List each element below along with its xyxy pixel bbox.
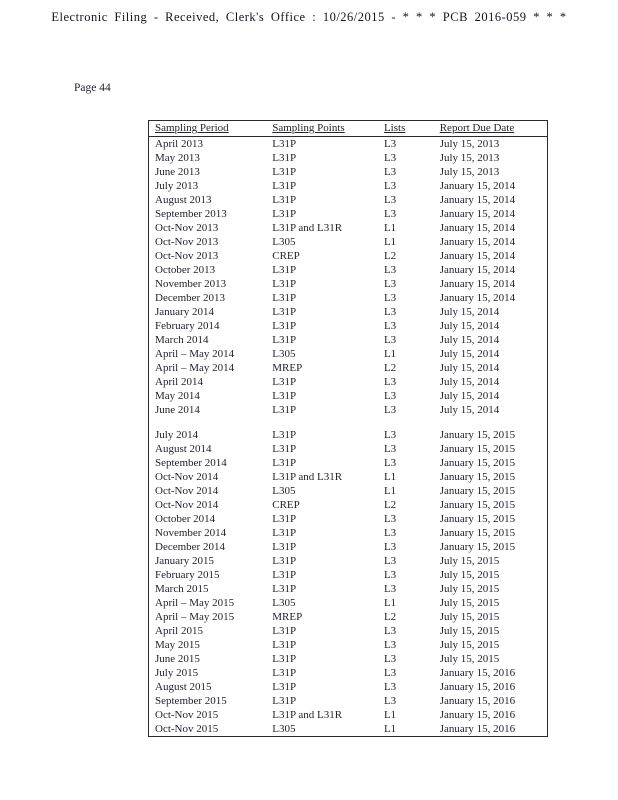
table-cell: L1 bbox=[383, 597, 397, 609]
column-header: Sampling Period bbox=[149, 121, 267, 137]
table-cell: January 15, 2014 bbox=[439, 194, 516, 206]
table-cell: L31P bbox=[272, 264, 297, 276]
table-cell: July 15, 2014 bbox=[439, 376, 500, 388]
table-cell: MREP bbox=[272, 611, 303, 623]
table-row bbox=[149, 151, 548, 165]
table-cell: L31P bbox=[272, 695, 297, 707]
table-cell: July 15, 2015 bbox=[439, 597, 500, 609]
table-row bbox=[149, 263, 548, 277]
table-cell: L31P bbox=[272, 527, 297, 539]
table-row bbox=[149, 722, 548, 737]
table-row bbox=[149, 277, 548, 291]
table-cell: May 2013 bbox=[155, 152, 200, 164]
table-cell: January 2015 bbox=[155, 555, 214, 567]
table-row bbox=[149, 137, 548, 152]
table-cell: L31P bbox=[272, 513, 297, 525]
table-cell: L3 bbox=[383, 443, 397, 455]
table-cell: Oct-Nov 2014 bbox=[155, 471, 219, 483]
table-cell: July 15, 2014 bbox=[439, 362, 500, 374]
table-row bbox=[149, 319, 548, 333]
table-cell: May 2015 bbox=[155, 639, 200, 651]
table-row bbox=[149, 498, 548, 512]
table-cell: L3 bbox=[383, 292, 397, 304]
table-row bbox=[149, 666, 548, 680]
table-cell: December 2014 bbox=[155, 541, 225, 553]
table-cell: L31P bbox=[272, 639, 297, 651]
table-row bbox=[149, 193, 548, 207]
table-cell: July 15, 2015 bbox=[439, 583, 500, 595]
table-cell: L3 bbox=[383, 166, 397, 178]
table-row bbox=[149, 347, 548, 361]
table-cell: L3 bbox=[383, 334, 397, 346]
table-row bbox=[149, 582, 548, 596]
table-cell: L1 bbox=[383, 236, 397, 248]
table-cell: L31P bbox=[272, 334, 297, 346]
table-cell: July 2015 bbox=[155, 667, 199, 679]
table-cell: L3 bbox=[383, 653, 397, 665]
column-header: Sampling Points bbox=[266, 121, 378, 137]
table-cell: L3 bbox=[383, 376, 397, 388]
table-cell: L31P bbox=[272, 376, 297, 388]
table-row bbox=[149, 165, 548, 179]
table-cell: Oct-Nov 2013 bbox=[155, 250, 219, 262]
table-cell: L31P bbox=[272, 404, 297, 416]
table-cell: July 2013 bbox=[155, 180, 199, 192]
table-cell: July 2014 bbox=[155, 429, 199, 441]
table-cell: January 2014 bbox=[155, 306, 214, 318]
table-cell: September 2015 bbox=[155, 695, 227, 707]
table-cell: L31P bbox=[272, 569, 297, 581]
table-row bbox=[149, 389, 548, 403]
table-cell: L3 bbox=[383, 390, 397, 402]
table-cell: L3 bbox=[383, 208, 397, 220]
table-cell: L2 bbox=[383, 499, 397, 511]
table-cell: January 15, 2014 bbox=[439, 250, 516, 262]
table-cell: L2 bbox=[383, 362, 397, 374]
table-cell: January 15, 2015 bbox=[439, 471, 516, 483]
table-cell: L3 bbox=[383, 555, 397, 567]
table-cell: L31P bbox=[272, 180, 297, 192]
table-row bbox=[149, 624, 548, 638]
table-cell: July 15, 2013 bbox=[439, 152, 500, 164]
table-cell: January 15, 2015 bbox=[439, 457, 516, 469]
table-cell: September 2014 bbox=[155, 457, 227, 469]
table-cell: L31P bbox=[272, 390, 297, 402]
table-cell: July 15, 2013 bbox=[439, 138, 500, 150]
table-cell: L31P bbox=[272, 653, 297, 665]
table-cell: L31P and L31R bbox=[272, 709, 343, 721]
table-cell: L3 bbox=[383, 278, 397, 290]
table-row bbox=[149, 554, 548, 568]
table-row bbox=[149, 470, 548, 484]
table-cell: July 15, 2014 bbox=[439, 320, 500, 332]
table-row bbox=[149, 456, 548, 470]
table-cell: Oct-Nov 2013 bbox=[155, 236, 219, 248]
table-cell: L305 bbox=[272, 348, 296, 360]
table-cell: January 15, 2014 bbox=[439, 222, 516, 234]
table-cell: January 15, 2014 bbox=[439, 264, 516, 276]
table-cell: January 15, 2015 bbox=[439, 485, 516, 497]
table-cell: October 2014 bbox=[155, 513, 216, 525]
table-row bbox=[149, 305, 548, 319]
table-cell: January 15, 2014 bbox=[439, 292, 516, 304]
table-cell: July 15, 2014 bbox=[439, 390, 500, 402]
table-cell: L3 bbox=[383, 404, 397, 416]
table-cell: L31P bbox=[272, 194, 297, 206]
table-cell: L31P bbox=[272, 208, 297, 220]
table-cell: January 15, 2016 bbox=[439, 681, 516, 693]
table-cell: July 15, 2014 bbox=[439, 334, 500, 346]
table-cell: L31P bbox=[272, 320, 297, 332]
table-cell: L1 bbox=[383, 723, 397, 735]
table-cell: Oct-Nov 2015 bbox=[155, 723, 219, 735]
table-cell: L3 bbox=[383, 695, 397, 707]
table-cell: August 2013 bbox=[155, 194, 212, 206]
table-cell: L31P bbox=[272, 152, 297, 164]
table-cell: July 15, 2013 bbox=[439, 166, 500, 178]
table-cell: L3 bbox=[383, 152, 397, 164]
table-cell: March 2015 bbox=[155, 583, 209, 595]
table-cell: L31P bbox=[272, 541, 297, 553]
table-cell: May 2014 bbox=[155, 390, 200, 402]
table-cell: July 15, 2015 bbox=[439, 639, 500, 651]
table-cell: July 15, 2015 bbox=[439, 653, 500, 665]
table-row bbox=[149, 596, 548, 610]
table-cell: L305 bbox=[272, 723, 296, 735]
table-cell: June 2015 bbox=[155, 653, 200, 665]
table-cell: December 2013 bbox=[155, 292, 225, 304]
table-cell: L31P bbox=[272, 457, 297, 469]
table-cell: L31P and L31R bbox=[272, 222, 343, 234]
table-cell: L1 bbox=[383, 485, 397, 497]
table-cell: CREP bbox=[272, 250, 300, 262]
table-cell: L3 bbox=[383, 513, 397, 525]
table-cell: L31P and L31R bbox=[272, 471, 343, 483]
electronic-filing-header: Electronic Filing - Received, Clerk's Office : 10/26/2015 - * * * PCB 2016-059 * * * bbox=[51, 10, 567, 24]
table-cell: L3 bbox=[383, 306, 397, 318]
table-row bbox=[149, 403, 548, 417]
table-body bbox=[149, 137, 548, 737]
table-row bbox=[149, 207, 548, 221]
table-cell: July 15, 2015 bbox=[439, 625, 500, 637]
table-cell: L31P bbox=[272, 555, 297, 567]
table-cell: L1 bbox=[383, 709, 397, 721]
table-cell: CREP bbox=[272, 499, 300, 511]
table-cell: Oct-Nov 2013 bbox=[155, 222, 219, 234]
table-cell: July 15, 2014 bbox=[439, 306, 500, 318]
table-cell: January 15, 2015 bbox=[439, 443, 516, 455]
table-cell: July 15, 2014 bbox=[439, 404, 500, 416]
table-cell: Oct-Nov 2015 bbox=[155, 709, 219, 721]
table-cell: L2 bbox=[383, 250, 397, 262]
table-cell: January 15, 2015 bbox=[439, 541, 516, 553]
table-cell: L1 bbox=[383, 471, 397, 483]
table-cell: L31P bbox=[272, 583, 297, 595]
column-header: Report Due Date bbox=[434, 121, 548, 137]
table-cell: January 15, 2016 bbox=[439, 723, 516, 735]
table-cell: L31P bbox=[272, 166, 297, 178]
table-cell: January 15, 2015 bbox=[439, 513, 516, 525]
table-row bbox=[149, 417, 548, 442]
table-row bbox=[149, 652, 548, 666]
table-cell: L3 bbox=[383, 625, 397, 637]
table-cell: L3 bbox=[383, 320, 397, 332]
table-cell: L31P bbox=[272, 306, 297, 318]
table-cell: L305 bbox=[272, 485, 296, 497]
table-cell: July 15, 2015 bbox=[439, 611, 500, 623]
table-cell: L3 bbox=[383, 667, 397, 679]
table-cell: L3 bbox=[383, 429, 397, 441]
table-row bbox=[149, 708, 548, 722]
table-cell: June 2014 bbox=[155, 404, 200, 416]
table-cell: November 2013 bbox=[155, 278, 227, 290]
table-cell: September 2013 bbox=[155, 208, 227, 220]
table-row bbox=[149, 221, 548, 235]
table-cell: April – May 2015 bbox=[155, 597, 235, 609]
table-cell: April 2013 bbox=[155, 138, 203, 150]
table-cell: April – May 2014 bbox=[155, 348, 235, 360]
table-cell: L1 bbox=[383, 222, 397, 234]
table-cell: L3 bbox=[383, 194, 397, 206]
table-cell: L3 bbox=[383, 541, 397, 553]
table-cell: L31P bbox=[272, 667, 297, 679]
table-cell: L3 bbox=[383, 639, 397, 651]
table-cell: January 15, 2014 bbox=[439, 208, 516, 220]
table-row bbox=[149, 680, 548, 694]
table-cell: January 15, 2015 bbox=[439, 527, 516, 539]
table-cell: L1 bbox=[383, 348, 397, 360]
table-cell: January 15, 2015 bbox=[439, 499, 516, 511]
table-cell: October 2013 bbox=[155, 264, 216, 276]
table-cell: February 2015 bbox=[155, 569, 220, 581]
table-row bbox=[149, 694, 548, 708]
table-row bbox=[149, 526, 548, 540]
table-cell: April – May 2014 bbox=[155, 362, 235, 374]
table-cell: L3 bbox=[383, 527, 397, 539]
table-cell: January 15, 2014 bbox=[439, 278, 516, 290]
table-cell: January 15, 2014 bbox=[439, 180, 516, 192]
table-cell: June 2013 bbox=[155, 166, 200, 178]
column-header: Lists bbox=[378, 121, 434, 137]
table-row bbox=[149, 442, 548, 456]
table-row bbox=[149, 179, 548, 193]
sampling-report-table bbox=[148, 120, 548, 737]
table-cell: Oct-Nov 2014 bbox=[155, 485, 219, 497]
table-cell: January 15, 2016 bbox=[439, 709, 516, 721]
table-header-row bbox=[149, 121, 548, 137]
table-cell: January 15, 2014 bbox=[439, 236, 516, 248]
table-cell: L31P bbox=[272, 443, 297, 455]
table-row bbox=[149, 361, 548, 375]
table-row bbox=[149, 291, 548, 305]
table-cell: April 2014 bbox=[155, 376, 203, 388]
table-cell: L31P bbox=[272, 292, 297, 304]
table-cell: January 15, 2016 bbox=[439, 667, 516, 679]
table-row bbox=[149, 235, 548, 249]
table-row bbox=[149, 333, 548, 347]
table-cell: March 2014 bbox=[155, 334, 209, 346]
table-row bbox=[149, 375, 548, 389]
table-row bbox=[149, 540, 548, 554]
table-cell: L305 bbox=[272, 236, 296, 248]
table-cell: April 2015 bbox=[155, 625, 203, 637]
table-cell: L3 bbox=[383, 457, 397, 469]
table-cell: July 15, 2015 bbox=[439, 555, 500, 567]
table-cell: L3 bbox=[383, 569, 397, 581]
table-cell: L3 bbox=[383, 180, 397, 192]
table-row bbox=[149, 638, 548, 652]
table-row bbox=[149, 512, 548, 526]
table-cell: Oct-Nov 2014 bbox=[155, 499, 219, 511]
table-cell: August 2014 bbox=[155, 443, 212, 455]
table-row bbox=[149, 610, 548, 624]
table-cell: L31P bbox=[272, 278, 297, 290]
table-cell: L3 bbox=[383, 681, 397, 693]
table-cell: L3 bbox=[383, 264, 397, 276]
table-row bbox=[149, 568, 548, 582]
table-cell: L3 bbox=[383, 583, 397, 595]
table-row bbox=[149, 249, 548, 263]
table-cell: January 15, 2016 bbox=[439, 695, 516, 707]
table-cell: April – May 2015 bbox=[155, 611, 235, 623]
table-cell: L31P bbox=[272, 625, 297, 637]
table-cell: MREP bbox=[272, 362, 303, 374]
table-cell: February 2014 bbox=[155, 320, 220, 332]
table-cell: L31P bbox=[272, 681, 297, 693]
table-cell: L305 bbox=[272, 597, 296, 609]
table-cell: January 15, 2015 bbox=[439, 429, 516, 441]
table-cell: L31P bbox=[272, 138, 297, 150]
page-number-label: Page 44 bbox=[74, 82, 111, 94]
table-cell: July 15, 2014 bbox=[439, 348, 500, 360]
table-cell: August 2015 bbox=[155, 681, 212, 693]
table-cell: L31P bbox=[272, 429, 297, 441]
table-cell: L3 bbox=[383, 138, 397, 150]
table-cell: L2 bbox=[383, 611, 397, 623]
table-cell: November 2014 bbox=[155, 527, 227, 539]
table-cell: July 15, 2015 bbox=[439, 569, 500, 581]
table-row bbox=[149, 484, 548, 498]
